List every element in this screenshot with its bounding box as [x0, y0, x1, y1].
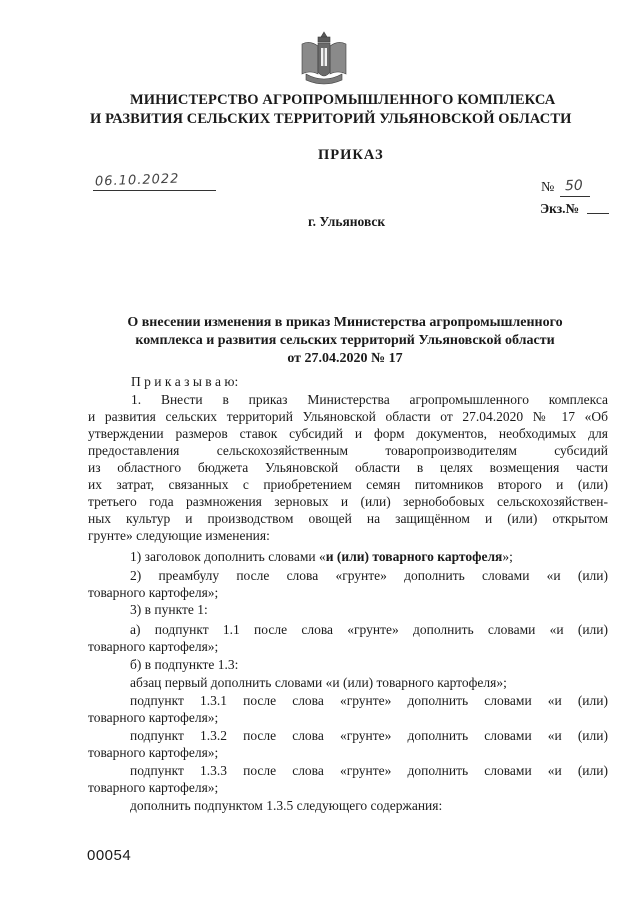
- subitem-1-3-2-line1: подпункт 1.3.2 после слова «грунте» дополнить словами «и (или): [130, 728, 608, 743]
- paragraph-1-line7: третьего года размножения зерновых и (или) зернобобовых сельскохозяйствен-: [88, 494, 608, 509]
- subitem-1-3-3: [88, 762, 608, 796]
- subject-line2: комплекса и развития сельских территорий Ульяновской области: [135, 333, 555, 348]
- item-1: [130, 549, 513, 565]
- city-name: г. Ульяновск: [308, 214, 386, 229]
- paragraph-1-line8: ных культур и производством овощей на защищённом и (или) открытом: [88, 511, 608, 526]
- item-2-line1: 2) преамбулу после слова «грунте» дополнить словами «и (или): [130, 568, 608, 583]
- subitem-1-3-5-intro: дополнить подпунктом 1.3.5 следующего содержания:: [130, 798, 443, 813]
- page-code: 00054: [87, 847, 132, 864]
- paragraph-1-line1: 1. Внести в приказ Министерства агропромышленного комплекса: [131, 392, 608, 407]
- subject-line3: от 27.04.2020 № 17: [287, 351, 403, 366]
- copy-number-line: [587, 213, 609, 214]
- subitem-1-3-1: [88, 692, 608, 726]
- item-2: [88, 567, 608, 601]
- item-b: б) в подпункте 1.3:: [130, 657, 239, 672]
- item-1-suffix: »;: [502, 549, 513, 564]
- coat-of-arms-emblem: [296, 30, 352, 88]
- paragraph-1-line3: утверждении размеров ставок субсидий и форм документов, необходимых для: [88, 426, 608, 441]
- document-subject: [110, 314, 580, 368]
- paragraph-1: [88, 391, 608, 544]
- item-3: 3) в пункте 1:: [130, 602, 208, 617]
- item-a-line2: товарного картофеля»;: [88, 639, 219, 654]
- order-number-field: [560, 178, 590, 197]
- subitem-1-3-3-line1: подпункт 1.3.3 после слова «грунте» дополнить словами «и (или): [130, 763, 608, 778]
- order-number-label: №: [541, 180, 555, 195]
- item-b-paragraph: абзац первый дополнить словами «и (или) товарного картофеля»;: [130, 675, 507, 690]
- item-2-line2: товарного картофеля»;: [88, 585, 219, 600]
- ministry-name-line2: И РАЗВИТИЯ СЕЛЬСКИХ ТЕРРИТОРИЙ УЛЬЯНОВСКОЙ ОБЛАСТИ: [90, 111, 572, 127]
- paragraph-1-line2: и развития сельских территорий Ульяновской области от 27.04.2020 № 17 «Об: [88, 409, 608, 424]
- handwritten-date: 06.10.2022: [94, 171, 180, 190]
- subitem-1-3-2: [88, 727, 608, 761]
- subitem-1-3-3-line2: товарного картофеля»;: [88, 780, 219, 795]
- item-a: [88, 621, 608, 655]
- subject-line1: О внесении изменения в приказ Министерства агропромышленного: [127, 315, 563, 330]
- item-a-line1: а) подпункт 1.1 после слова «грунте» дополнить словами «и (или): [130, 622, 608, 637]
- paragraph-1-line9: грунте» следующие изменения:: [88, 528, 270, 543]
- copy-number-label: Экз.№: [540, 201, 580, 216]
- document-type-title: ПРИКАЗ: [318, 147, 384, 163]
- ministry-name-line1: МИНИСТЕРСТВО АГРОПРОМЫШЛЕННОГО КОМПЛЕКСА: [130, 92, 556, 108]
- paragraph-1-line4: предоставления сельскохозяйственным товаропроизводителям субсидий: [88, 443, 608, 458]
- handwritten-order-number: 50: [564, 177, 584, 195]
- date-field: [93, 172, 216, 191]
- subitem-1-3-2-line2: товарного картофеля»;: [88, 745, 219, 760]
- item-1-prefix: 1) заголовок дополнить словами «: [130, 549, 326, 564]
- paragraph-1-line5: из областного бюджета Ульяновской области в целях возмещения части: [88, 460, 608, 475]
- subitem-1-3-1-line1: подпункт 1.3.1 после слова «грунте» дополнить словами «и (или): [130, 693, 608, 708]
- subitem-1-3-1-line2: товарного картофеля»;: [88, 710, 219, 725]
- item-1-bold-phrase: и (или) товарного картофеля: [325, 549, 503, 564]
- paragraph-1-line6: их затрат, связанных с приобретением семян питомников второго и (или): [88, 477, 608, 492]
- order-word: П р и к а з ы в а ю:: [131, 374, 239, 389]
